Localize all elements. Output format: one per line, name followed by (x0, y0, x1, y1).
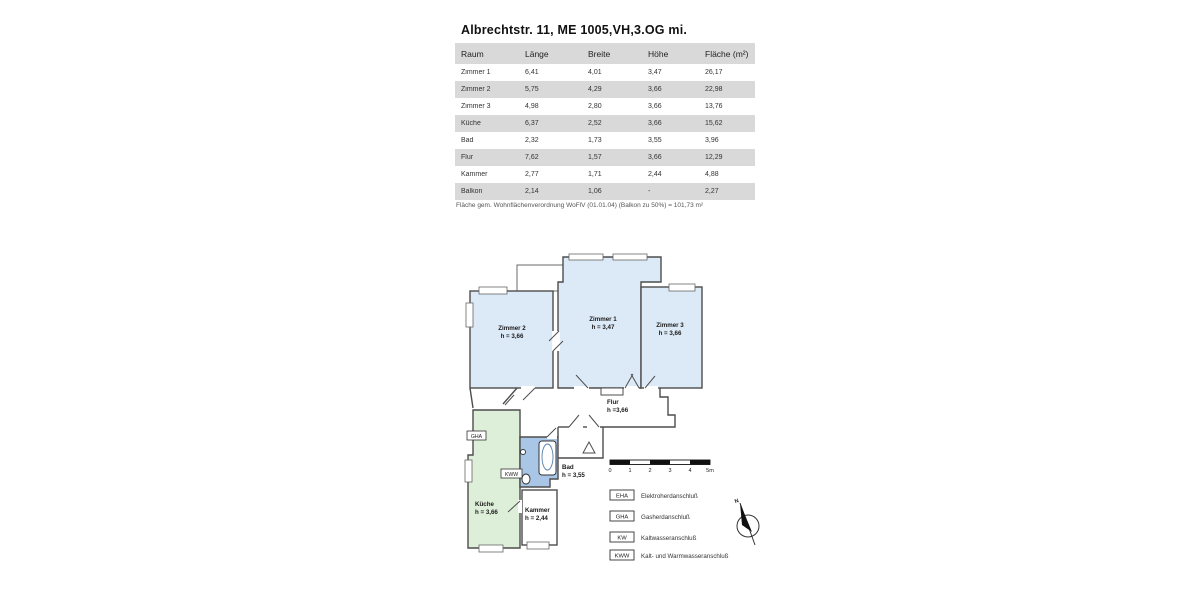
legend-label-gha: Gasherdanschluß (641, 514, 690, 521)
legend-code-kw: KW (617, 535, 627, 542)
table-row-kammer (455, 166, 755, 183)
cell-flaeche: 12,29 (705, 154, 723, 161)
table-header-row (455, 43, 755, 64)
window (479, 545, 503, 552)
cell-hoehe: - (648, 188, 651, 195)
scale-tick: 5m (706, 468, 714, 474)
cell-raum: Flur (461, 154, 474, 161)
scale-bar-segment (690, 460, 710, 465)
sink-icon (522, 474, 530, 484)
cell-flaeche: 13,76 (705, 103, 723, 110)
cell-breite: 4,29 (588, 86, 602, 93)
legend-label-eha: Elektroherdanschluß (641, 493, 698, 500)
window (465, 460, 472, 482)
table-row-balkon (455, 183, 755, 200)
cell-breite: 4,01 (588, 69, 602, 76)
window (479, 287, 507, 294)
room-zimmer3-shape (641, 287, 702, 388)
door-mark (569, 415, 579, 427)
scale-bar (608, 460, 714, 474)
area-footnote: Fläche gem. Wohnflächenverordnung WoFlV (01.01.04) (Balkon zu 50%) = 101,73 m² (456, 202, 704, 209)
cell-laenge: 2,14 (525, 188, 539, 195)
scale-tick: 4 (688, 468, 692, 474)
legend-code-kww: KWW (614, 553, 630, 560)
legend-code-eha: EHA (616, 493, 628, 500)
compass-north-label: N (734, 498, 740, 506)
cell-flaeche: 3,96 (705, 137, 719, 144)
table-row-flur (455, 149, 755, 166)
col-header-flaeche: Fläche (m²) (705, 48, 749, 59)
cell-breite: 1,71 (588, 171, 602, 178)
balkon-shape (517, 265, 563, 291)
legend-label-kw: Kaltwasseranschluß (641, 535, 697, 542)
vestibule-walls (558, 427, 603, 458)
entrance-triangle-icon (583, 442, 595, 453)
cell-breite: 1,57 (588, 154, 602, 161)
cell-laenge: 2,32 (525, 137, 539, 144)
kammer-label: Kammer (525, 507, 550, 514)
legend-label-kww: Kalt- und Warmwasseranschluß (641, 553, 729, 560)
zimmer3-height: h = 3,66 (658, 330, 682, 337)
cell-laenge: 7,62 (525, 154, 539, 161)
kueche-height: h = 3,66 (475, 509, 498, 516)
cell-breite: 1,06 (588, 188, 602, 195)
cell-hoehe: 3,47 (648, 69, 662, 76)
cell-flaeche: 22,98 (705, 86, 723, 93)
cell-raum: Zimmer 3 (461, 103, 491, 110)
col-header-breite: Breite (588, 48, 611, 59)
window (613, 254, 647, 260)
flur-wall-niche (601, 388, 623, 395)
cell-hoehe: 3,66 (648, 154, 662, 161)
cell-raum: Zimmer 2 (461, 86, 491, 93)
scale-tick: 0 (608, 468, 612, 474)
flur-height: h =3,66 (607, 407, 629, 414)
floor-plan (455, 245, 775, 565)
cell-flaeche: 4,88 (705, 171, 719, 178)
window (527, 542, 549, 549)
rooms-group (468, 257, 702, 548)
cell-flaeche: 26,17 (705, 69, 723, 76)
cell-laenge: 6,37 (525, 120, 539, 127)
legend (610, 490, 729, 560)
table-row-zimmer2 (455, 81, 755, 98)
zimmer3-label: Zimmer 3 (656, 322, 684, 329)
cell-breite: 2,52 (588, 120, 602, 127)
cell-raum: Zimmer 1 (461, 69, 491, 76)
cell-hoehe: 3,66 (648, 120, 662, 127)
north-compass-icon (734, 498, 759, 545)
flur-label: Flur (607, 399, 619, 406)
scale-bar-segment (610, 460, 630, 465)
zimmer1-height: h = 3,47 (591, 324, 615, 331)
scale-tick: 2 (648, 468, 652, 474)
cell-laenge: 5,75 (525, 86, 539, 93)
cell-laenge: 6,41 (525, 69, 539, 76)
cell-laenge: 4,98 (525, 103, 539, 110)
table-row-bad (455, 132, 755, 149)
cell-breite: 2,80 (588, 103, 602, 110)
window (466, 303, 473, 327)
zimmer2-height: h = 3,66 (500, 333, 524, 340)
legend-code-gha: GHA (615, 514, 629, 521)
cell-breite: 1,73 (588, 137, 602, 144)
col-header-laenge: Länge (525, 48, 549, 59)
cell-raum: Balkon (461, 188, 483, 195)
cell-raum: Bad (461, 137, 474, 144)
kueche-label: Küche (475, 501, 494, 508)
cell-raum: Kammer (461, 171, 488, 178)
cell-hoehe: 2,44 (648, 171, 662, 178)
cell-flaeche: 15,62 (705, 120, 723, 127)
cell-hoehe: 3,66 (648, 103, 662, 110)
col-header-hoehe: Höhe (648, 48, 669, 59)
room-dimensions-table (455, 43, 755, 200)
bad-label: Bad (562, 464, 574, 471)
compass-needle (740, 503, 752, 532)
valve-icon (521, 450, 526, 455)
col-header-raum: Raum (461, 48, 484, 59)
window (569, 254, 603, 260)
door-mark (589, 415, 599, 427)
entry-diagonal-wall (503, 388, 517, 404)
cell-raum: Küche (461, 120, 481, 127)
cell-hoehe: 3,66 (648, 86, 662, 93)
page-title: Albrechtstr. 11, ME 1005,VH,3.OG mi. (461, 23, 688, 37)
table-row-zimmer1 (455, 64, 755, 81)
kammer-height: h = 2,44 (525, 515, 548, 522)
cell-laenge: 2,77 (525, 171, 539, 178)
window (669, 284, 695, 291)
table-row-zimmer3 (455, 98, 755, 115)
gha-tag-label: GHA (470, 434, 483, 440)
zimmer1-label: Zimmer 1 (589, 316, 617, 323)
bad-height: h = 3,55 (562, 472, 585, 479)
scale-tick: 1 (628, 468, 632, 474)
kww-tag-label: KWW (504, 472, 519, 478)
entry-left-wall (470, 388, 473, 408)
scale-tick: 3 (668, 468, 672, 474)
cell-hoehe: 3,55 (648, 137, 662, 144)
table-row-kueche (455, 115, 755, 132)
scale-bar-segment (650, 460, 670, 465)
zimmer2-label: Zimmer 2 (498, 325, 526, 332)
cell-flaeche: 2,27 (705, 188, 719, 195)
